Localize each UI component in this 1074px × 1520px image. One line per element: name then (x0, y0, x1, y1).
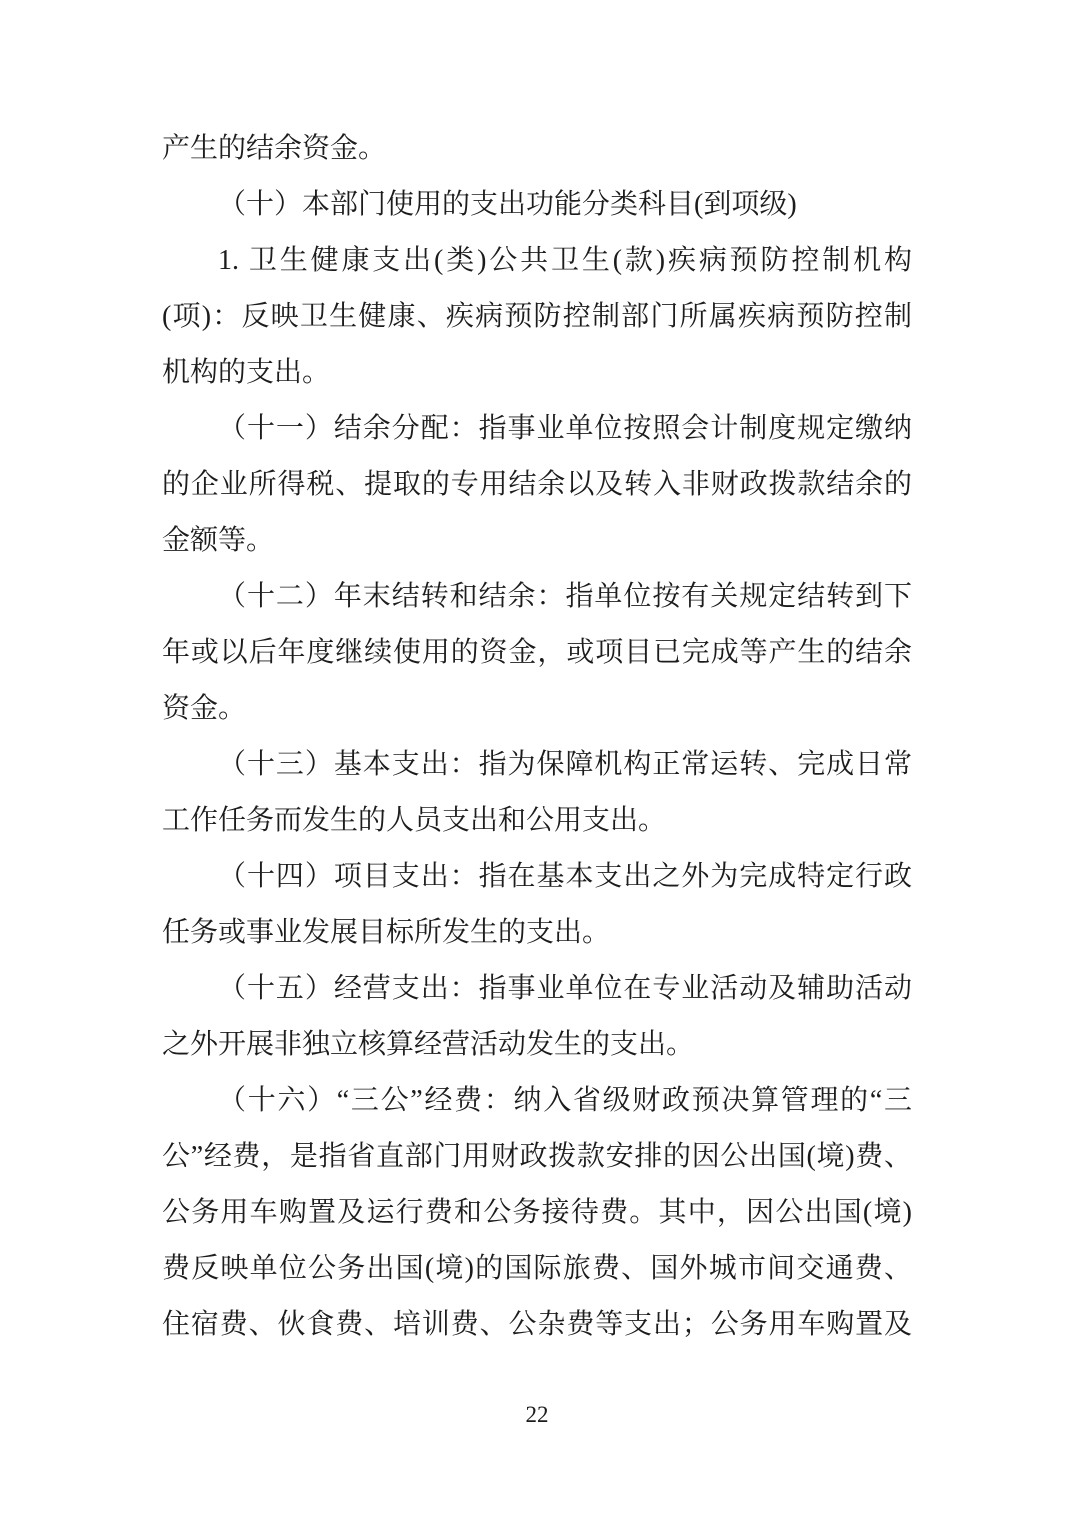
document-line: （十六）“三公”经费：纳入省级财政预决算管理的“三 (218, 1085, 912, 1116)
document-line: 机构的支出。 (162, 357, 331, 388)
document-line: 任务或事业发展目标所发生的支出。 (162, 917, 611, 948)
document-line: 费反映单位公务出国(境)的国际旅费、国外城市间交通费、 (162, 1253, 912, 1284)
document-line: （十）本部门使用的支出功能分类科目(到项级) (218, 189, 797, 220)
document-line: 工作任务而发生的人员支出和公用支出。 (162, 805, 667, 836)
document-line: （十四）项目支出：指在基本支出之外为完成特定行政 (218, 861, 912, 892)
document-body (162, 121, 912, 1353)
document-line: 公务用车购置及运行费和公务接待费。其中，因公出国(境) (162, 1197, 912, 1228)
document-line: 年或以后年度继续使用的资金，或项目已完成等产生的结余 (162, 637, 912, 668)
document-line: 资金。 (162, 693, 247, 724)
page-number: 22 (525, 1402, 549, 1427)
document-line: 的企业所得税、提取的专用结余以及转入非财政拨款结余的 (162, 469, 912, 500)
document-line: (项)：反映卫生健康、疾病预防控制部门所属疾病预防控制 (162, 301, 912, 332)
document-line: （十一）结余分配：指事业单位按照会计制度规定缴纳 (218, 413, 912, 444)
document-line: （十三）基本支出：指为保障机构正常运转、完成日常 (218, 749, 912, 780)
document-line: 1. 卫生健康支出(类)公共卫生(款)疾病预防控制机构 (218, 245, 912, 276)
document-line: 产生的结余资金。 (162, 133, 387, 164)
document-line: 之外开展非独立核算经营活动发生的支出。 (162, 1029, 695, 1060)
document-line: （十五）经营支出：指事业单位在专业活动及辅助活动 (218, 973, 912, 1004)
document-line: 住宿费、伙食费、培训费、公杂费等支出；公务用车购置及 (162, 1309, 912, 1340)
document-line: 公”经费，是指省直部门用财政拨款安排的因公出国(境)费、 (162, 1141, 912, 1172)
document-line: 金额等。 (162, 525, 275, 556)
document-line: （十二）年末结转和结余：指单位按有关规定结转到下 (218, 581, 912, 612)
